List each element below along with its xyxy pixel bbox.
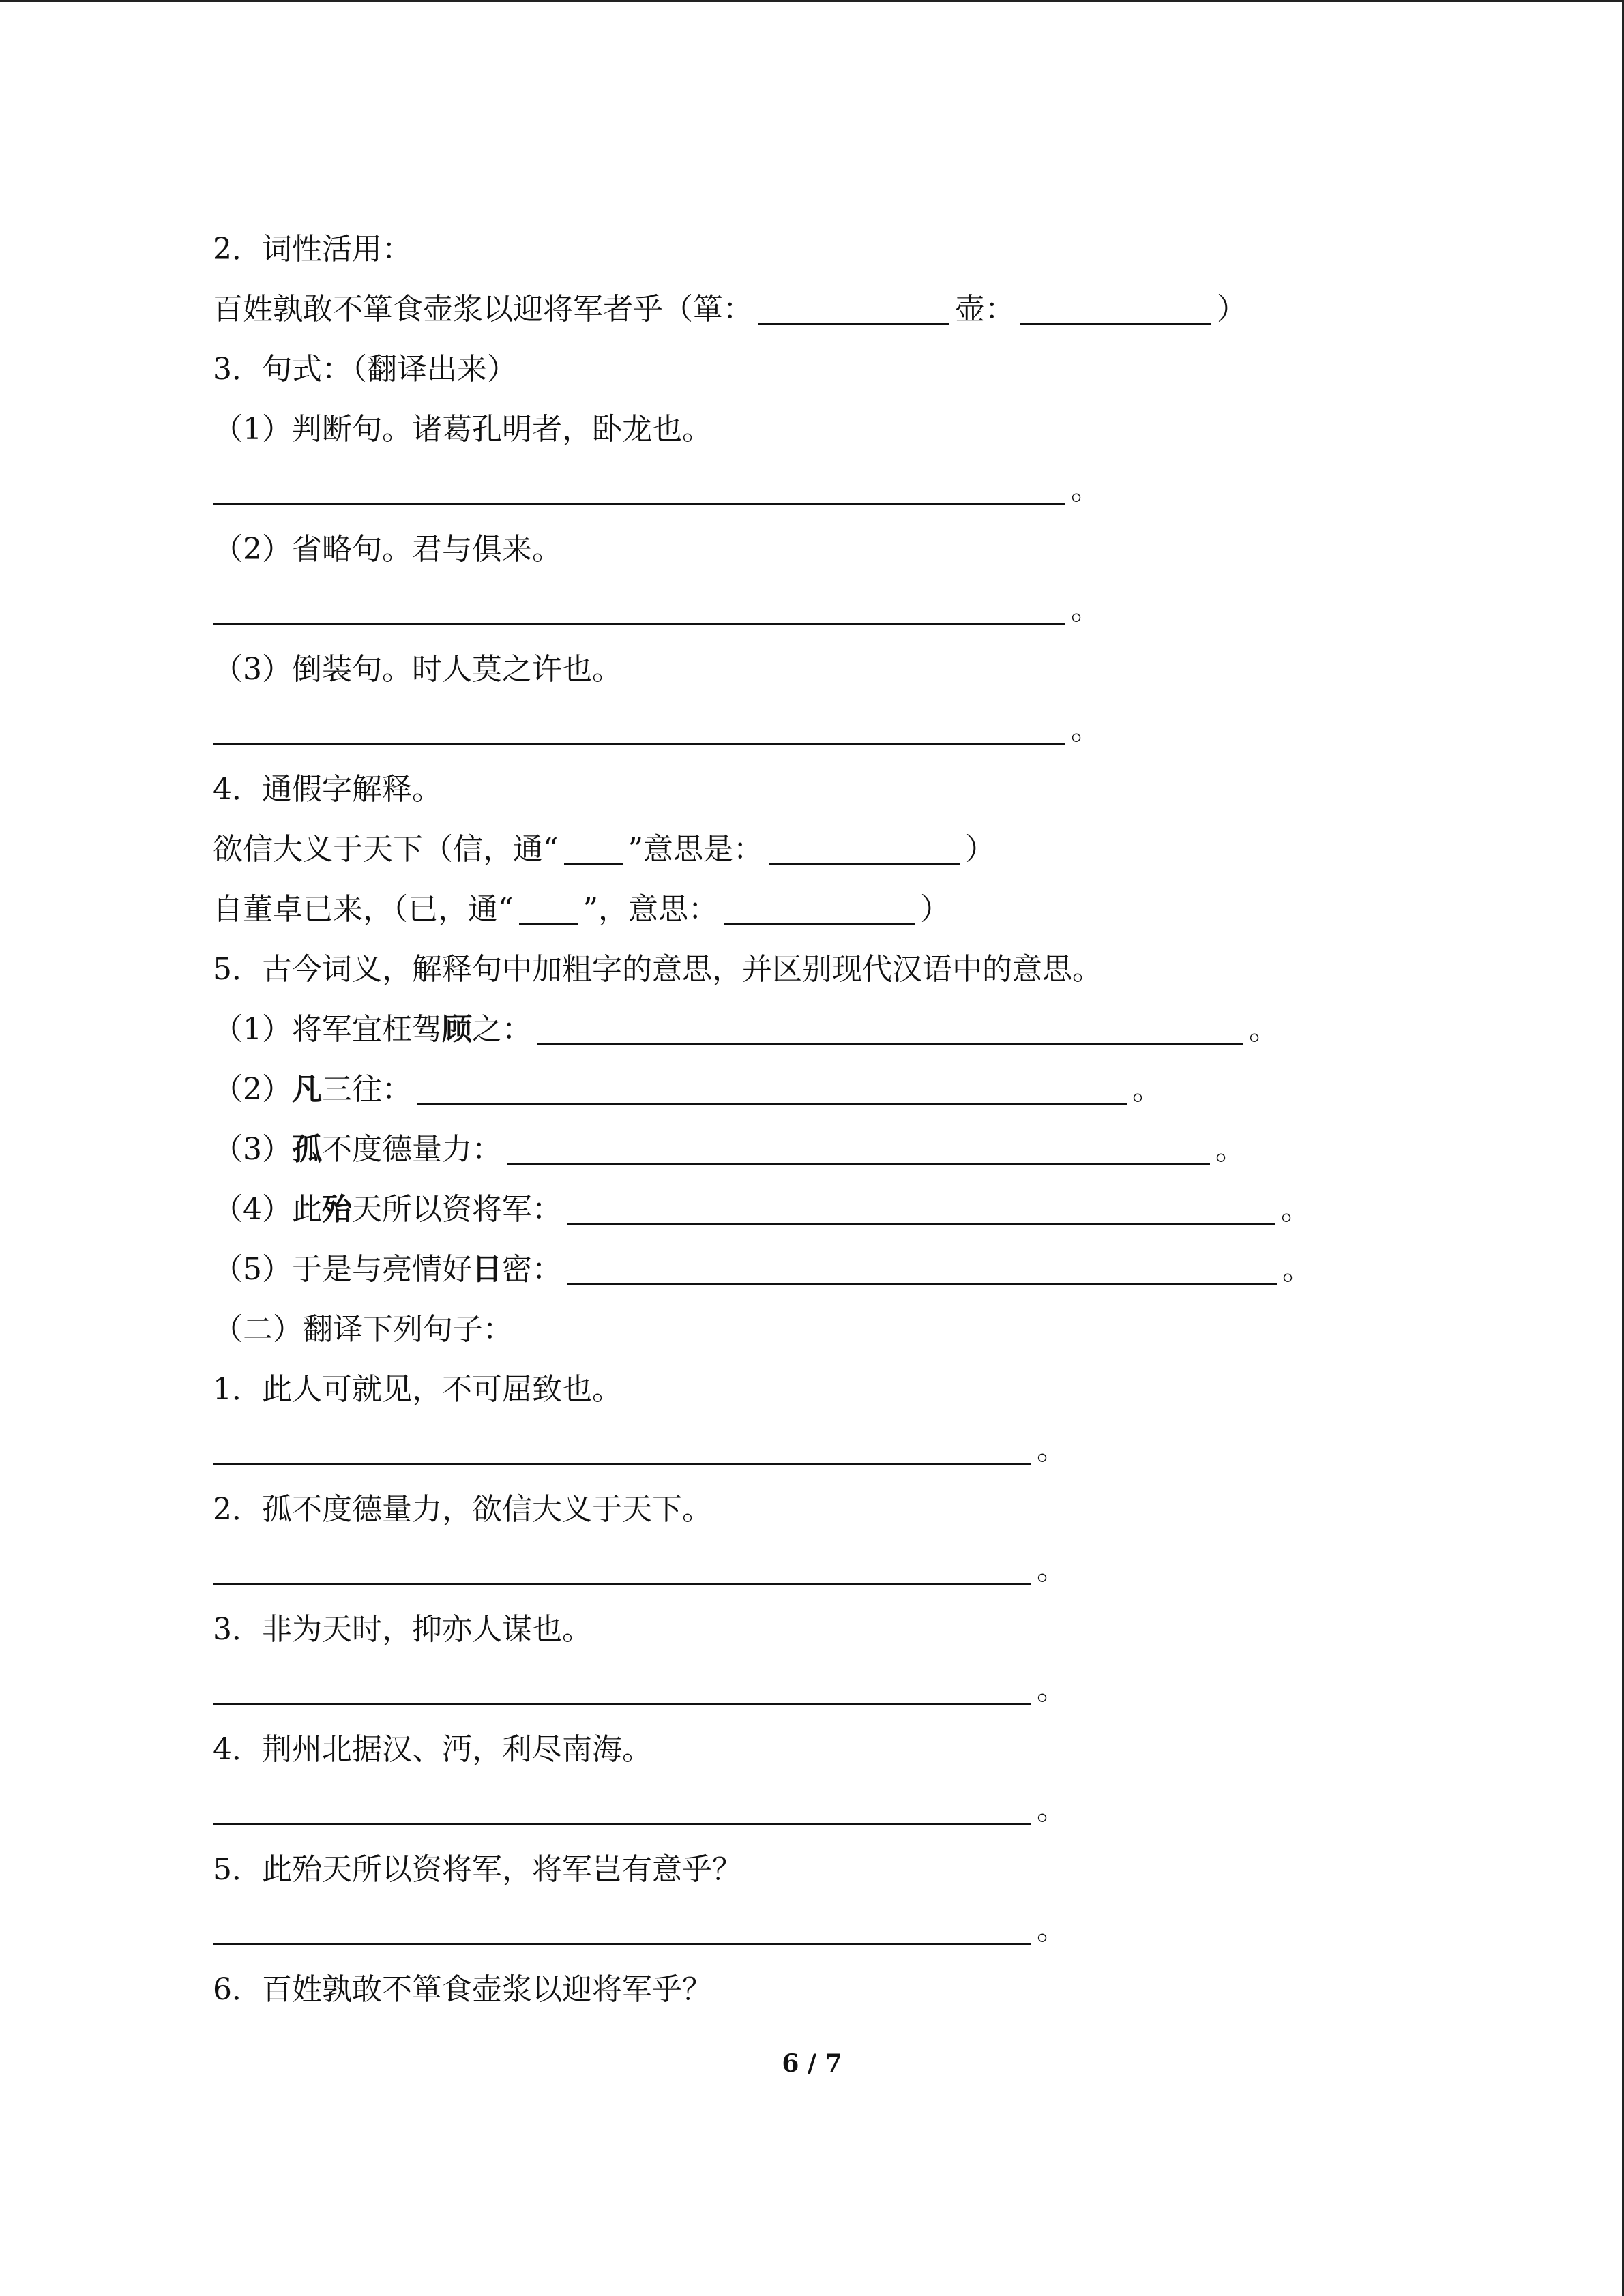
section-3-q3: （3）倒装句。时人莫之许也。 [213,652,622,687]
worksheet-page [213,205,1441,2005]
section-3-a3: 。 [213,685,1441,745]
answer-blank-tongjia[interactable] [564,833,623,865]
answer-line[interactable] [417,1073,1127,1105]
section-5-item-5: （5）于是与亮情好 日 密： 。 [213,1252,1312,1287]
answer-line[interactable] [213,1913,1031,1945]
answer-line[interactable] [537,1013,1243,1045]
section-4-item-2: 自董卓已来，（已，通“ ”，意思： ） [213,892,950,927]
answer-blank-meaning[interactable] [724,893,915,925]
section-3-title: 3．句式：（翻译出来） [213,352,517,387]
translate-q6: 6．百姓孰敢不箪食壶浆以迎将军乎？ [213,1972,712,2007]
section-4-item-1: 欲信大义于天下（信，通“ ”意思是： ） [213,832,995,867]
translate-q5: 5．此殆天所以资将军，将军岂有意乎？ [213,1852,742,1887]
section-4-title: 4．通假字解释。 [213,772,442,807]
section-5-item-4: （4）此 殆 天所以资将军： 。 [213,1192,1311,1227]
answer-line[interactable] [213,1553,1031,1585]
page-number: 6 / 7 [782,2049,842,2078]
page-top-border [0,0,1624,2]
answer-line[interactable] [507,1133,1210,1165]
part-2-title: （二）翻译下列句子： [213,1312,513,1347]
section-3-a1: 。 [213,445,1441,505]
translate-q3: 3．非为天时，抑亦人谋也。 [213,1612,592,1647]
answer-line[interactable] [213,1433,1031,1465]
section-3-q2: （2）省略句。君与俱来。 [213,532,562,567]
answer-line[interactable] [213,593,1065,625]
answer-blank-dan[interactable] [758,293,949,325]
section-5-item-1: （1）将军宜枉驾 顾 之： 。 [213,1012,1279,1047]
section-5-item-2: （2） 凡 三往： 。 [213,1072,1162,1107]
answer-line[interactable] [213,1793,1031,1825]
answer-blank-tongjia[interactable] [519,893,578,925]
section-2-item: 百姓孰敢不箪食壶浆以迎将军者乎（箪： 壶： ） [213,292,1247,327]
answer-line[interactable] [567,1253,1277,1285]
translate-a1: 。 [213,1405,1441,1465]
answer-blank-hu[interactable] [1020,293,1211,325]
translate-q4: 4．荆州北据汉、沔，利尽南海。 [213,1732,652,1767]
section-3-a2: 。 [213,565,1441,625]
translate-a4: 。 [213,1765,1441,1825]
translate-q2: 2．孤不度德量力，欲信大义于天下。 [213,1492,712,1527]
answer-line[interactable] [213,1673,1031,1705]
answer-blank-meaning[interactable] [769,833,960,865]
answer-line[interactable] [567,1193,1275,1225]
section-3-q1: （1）判断句。诸葛孔明者，卧龙也。 [213,412,712,447]
section-5-title: 5．古今词义，解释句中加粗字的意思，并区别现代汉语中的意思。 [213,952,1102,987]
translate-q1: 1．此人可就见，不可屈致也。 [213,1372,622,1407]
answer-line[interactable] [213,713,1065,745]
section-5-item-3: （3） 孤 不度德量力： 。 [213,1132,1245,1167]
section-2-title: 2．词性活用： [213,232,412,267]
translate-a2: 。 [213,1525,1441,1585]
translate-a5: 。 [213,1885,1441,1945]
answer-line[interactable] [213,473,1065,505]
translate-a3: 。 [213,1645,1441,1705]
